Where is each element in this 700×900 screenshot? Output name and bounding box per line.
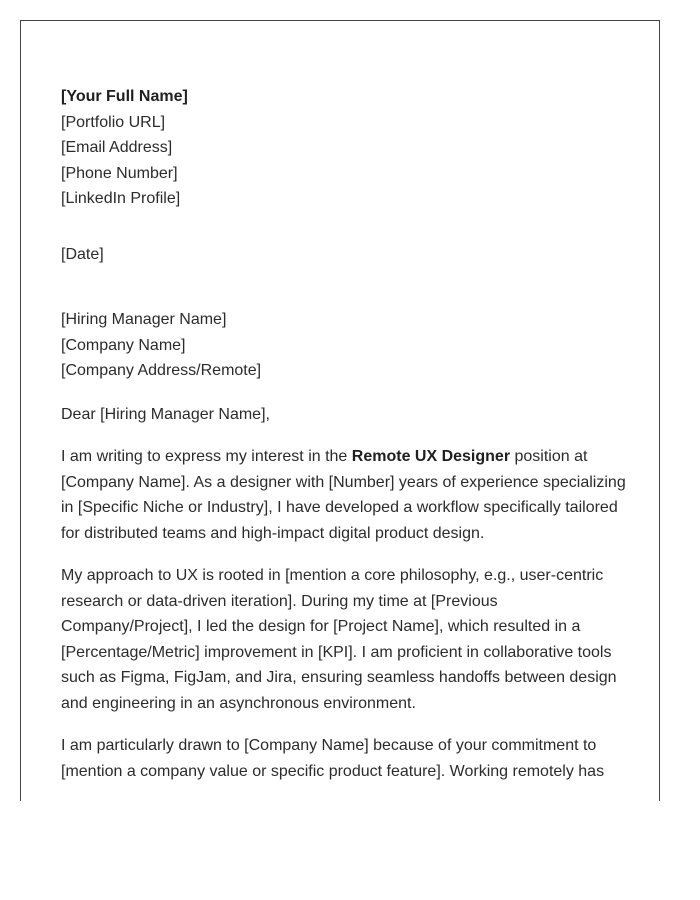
recipient-address: [Company Address/Remote] (61, 362, 262, 379)
paragraph-intro-rest: position at [Company Name]. As a designer with [Number] years of experience specializing in [Specific Niche or Industry], I have developed a workflow specifically tailored for distributed teams and high-impact digital product design. (61, 448, 626, 542)
paragraph-company-fit: I am particularly drawn to [Company Name] because of your commitment to [mention a company value or specific product feature]. Working remotely has (61, 737, 605, 780)
sender-email: [Email Address] (61, 139, 173, 156)
document-page (20, 20, 660, 801)
sender-phone: [Phone Number] (61, 164, 178, 182)
recipient-manager: [Hiring Manager Name] (61, 311, 227, 328)
position-title: Remote UX Designer (351, 448, 511, 465)
salutation: Dear [Hiring Manager Name], (61, 405, 270, 423)
sender-portfolio: [Portfolio URL] (61, 113, 166, 131)
recipient-company: [Company Name] (61, 336, 186, 354)
sender-name: [Your Full Name] (61, 88, 188, 105)
sender-block (61, 84, 631, 212)
letter-date: [Date] (61, 245, 104, 263)
date-block (61, 242, 631, 268)
paragraph-approach: My approach to UX is rooted in [mention a core philosophy, e.g., user-centric research or data-driven iteration]. During my time at [Previous Company/Project], I led the design for [Project Name], which resulted in a [Percentage/Metric] improvement in [KPI]. I am proficient in collaborative tools such as Figma, FigJam, and Jira, ensuring seamless handoffs between design and engineering in an asynchronous environment. (61, 567, 617, 712)
recipient-block (61, 307, 631, 384)
cover-letter (61, 84, 631, 784)
paragraph-intro-lead: I am writing to express my interest in the (61, 448, 352, 465)
paragraph-intro (61, 444, 631, 546)
sender-linkedin: [LinkedIn Profile] (61, 190, 181, 207)
